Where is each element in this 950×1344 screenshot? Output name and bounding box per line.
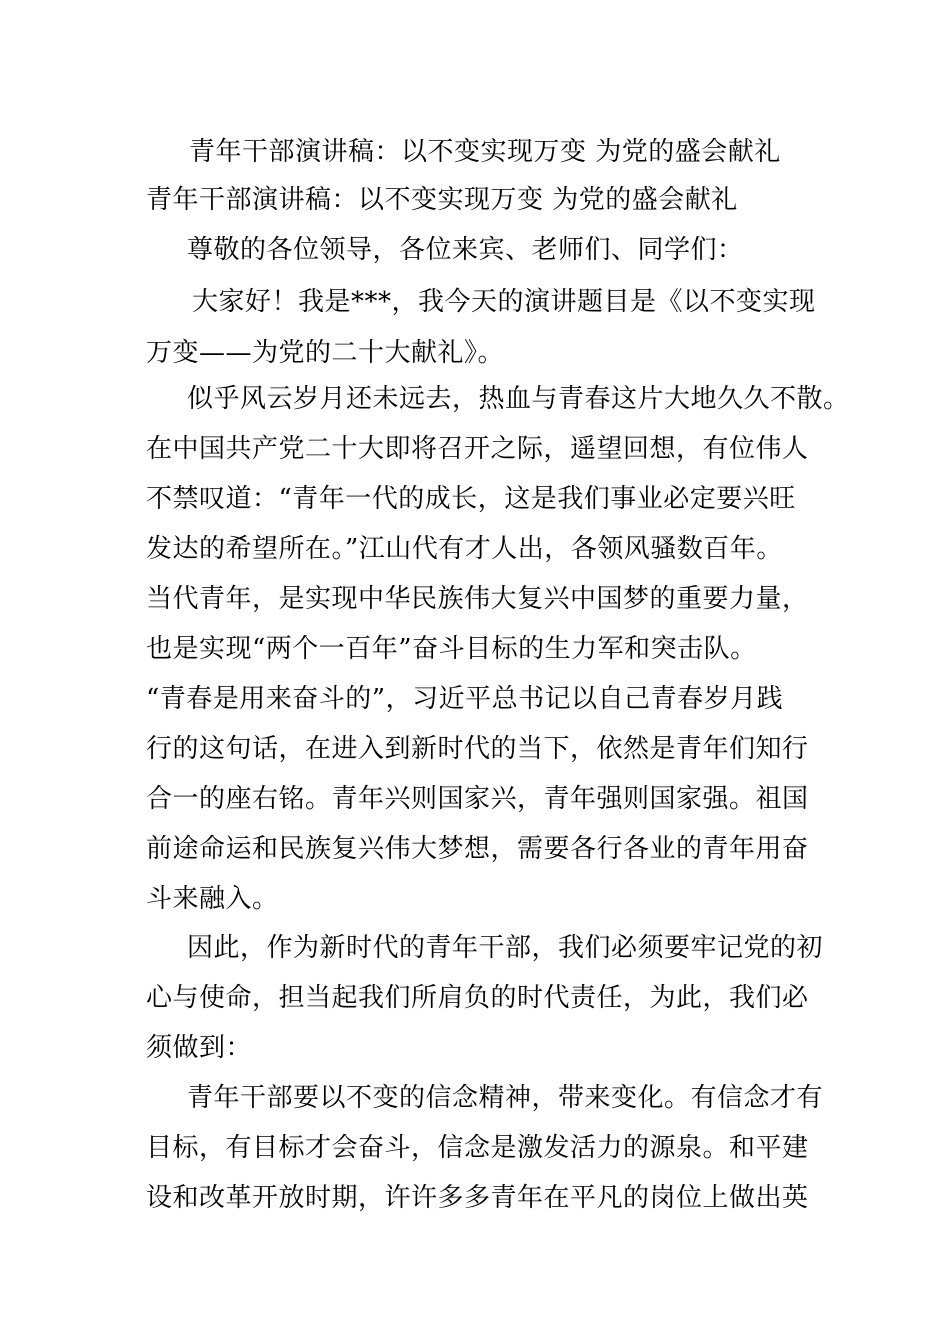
text-line: “青春是用来奋斗的”，习近平总书记以自己青春岁月践 [146,684,784,714]
text-line: 似乎风云岁月还未远去，热血与青春这片大地久久不散。 [187,384,850,414]
text-line: 因此，作为新时代的青年干部，我们必须要牢记党的初 [187,933,824,963]
text-line: 当代青年，是实现中华民族伟大复兴中国梦的重要力量， [146,584,809,614]
text-line: 也是实现“两个一百年”奋斗目标的生力军和突击队。 [146,634,757,664]
text-line: 尊敬的各位领导，各位来宾、老师们、同学们： [187,235,744,265]
text-line: 万变——为党的二十大献礼》。 [146,338,505,368]
text-line: 斗来融入。 [146,884,279,914]
text-line: 设和改革开放时期，许许多多青年在平凡的岗位上做出英 [146,1183,809,1213]
text-line: 在中国共产党二十大即将召开之际，遥望回想，有位伟人 [146,434,809,464]
text-line: 行的这句话，在进入到新时代的当下，依然是青年们知行 [146,734,809,764]
text-line: 前途命运和民族复兴伟大梦想，需要各行各业的青年用奋 [146,834,809,864]
text-line: 青年干部要以不变的信念精神，带来变化。有信念才有 [187,1083,824,1113]
document-subtitle: 青年干部演讲稿：以不变实现万变 为党的盛会献礼 [146,185,738,215]
text-line: 目标，有目标才会奋斗，信念是激发活力的源泉。和平建 [146,1133,809,1163]
text-line: 须做到： [146,1033,253,1063]
text-line: 大家好！我是***，我今天的演讲题目是《以不变实现 [192,287,816,317]
text-line: 心与使命，担当起我们所肩负的时代责任，为此，我们必 [146,983,809,1013]
document-title: 青年干部演讲稿：以不变实现万变 为党的盛会献礼 [189,137,781,167]
text-line: 合一的座右铭。青年兴则国家兴，青年强则国家强。祖国 [146,784,809,814]
text-line: 发达的希望所在。”江山代有才人出，各领风骚数百年。 [146,534,783,564]
text-line: 不禁叹道：“青年一代的成长，这是我们事业必定要兴旺 [146,484,796,514]
